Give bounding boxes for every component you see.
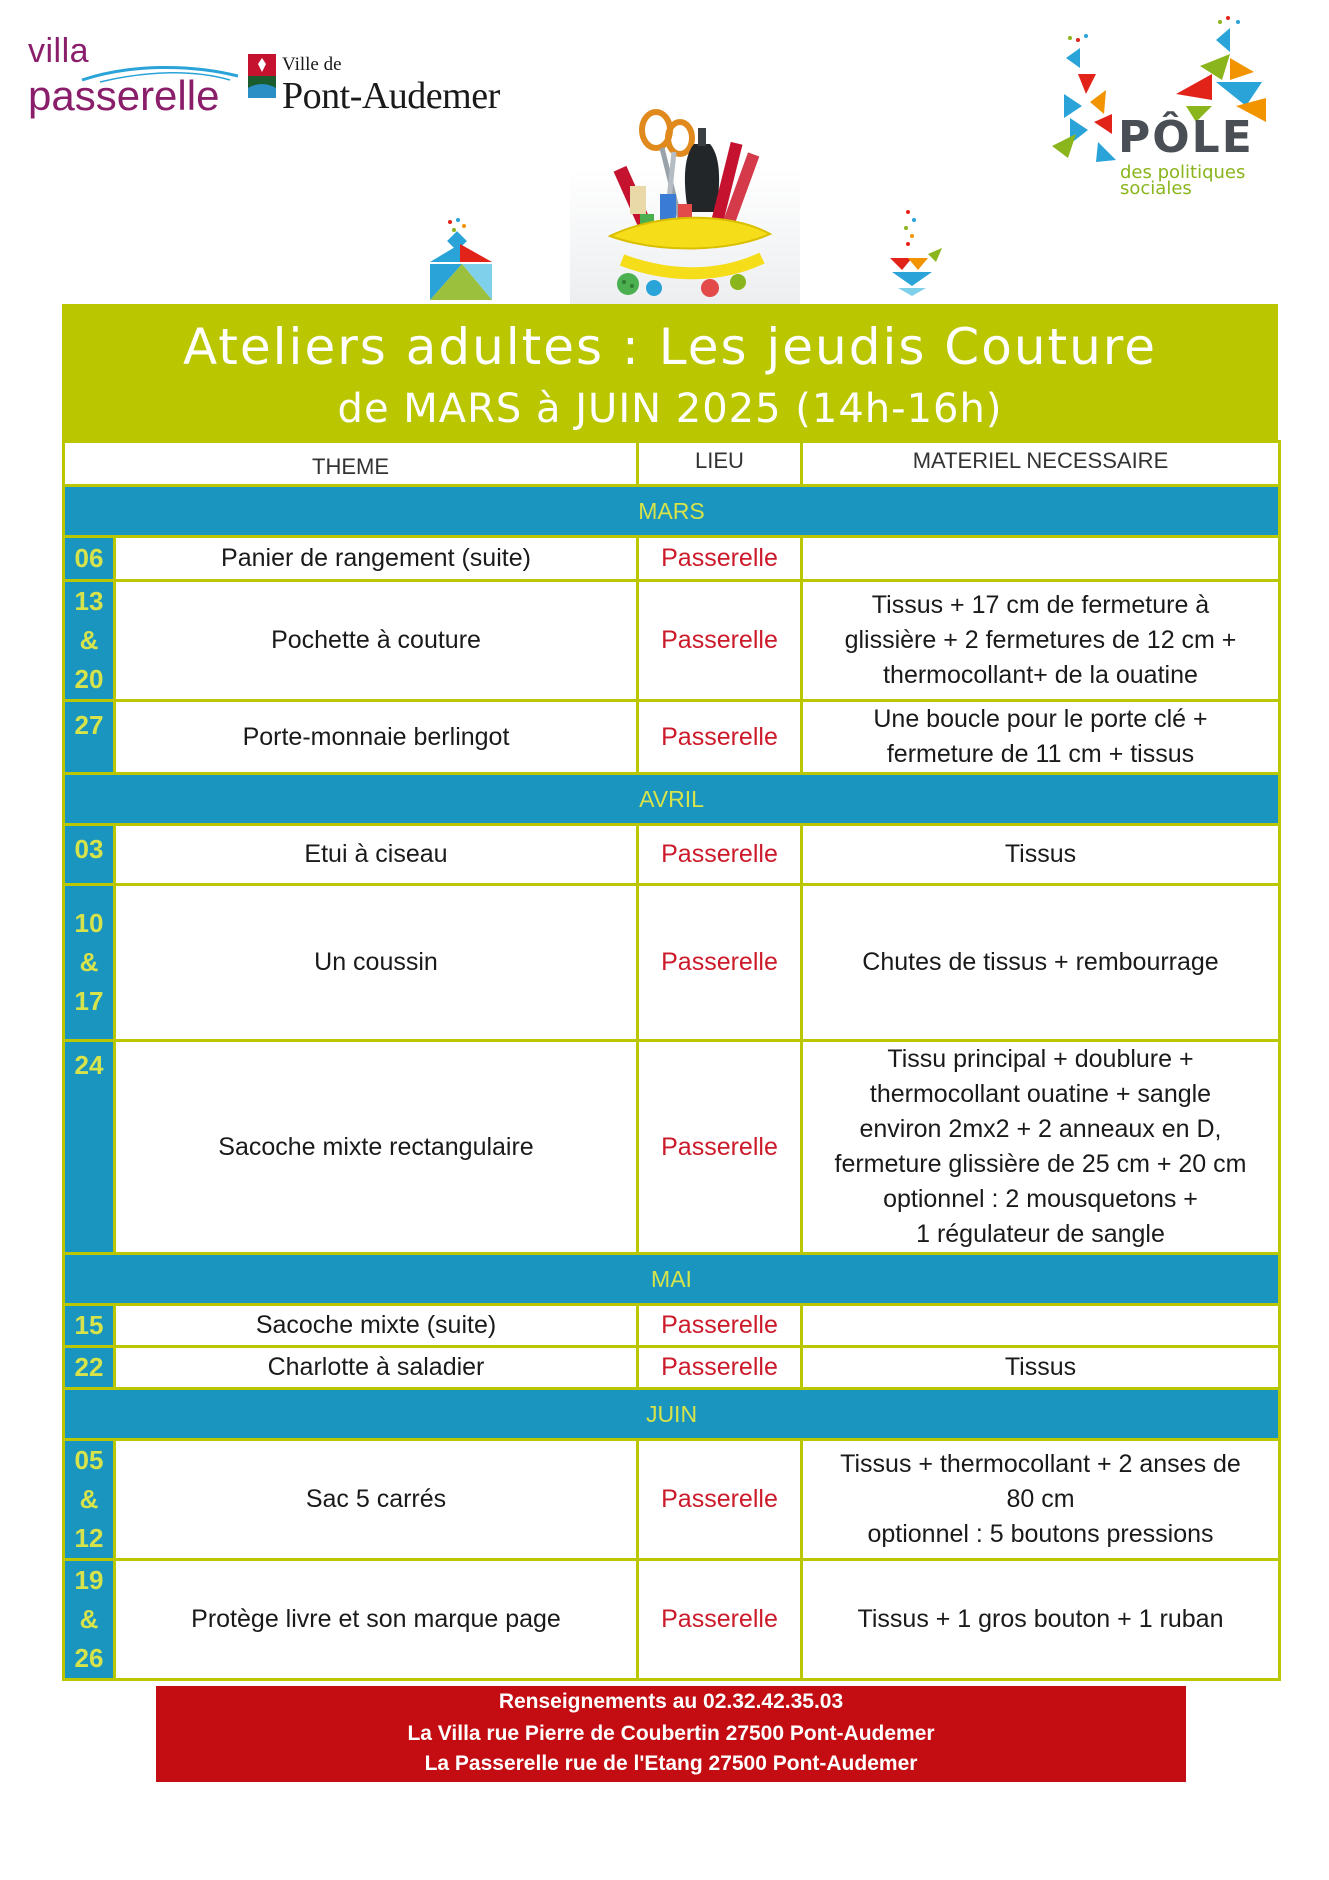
table-row: [64, 1041, 1280, 1254]
lieu-cell: Passerelle: [638, 1347, 802, 1389]
column-header-lieu: LIEU: [638, 442, 802, 486]
materiel-line: Tissu principal + doublure +: [887, 1045, 1194, 1073]
materiel-cell: [802, 1041, 1280, 1254]
month-label: MARS: [64, 486, 1280, 537]
day-value: 03: [74, 834, 104, 864]
day-value: 15: [74, 1310, 104, 1340]
materiel-cell: [802, 1347, 1280, 1389]
day-value: 10: [74, 908, 104, 938]
passerelle-logo-word: passerelle: [28, 72, 220, 119]
month-row: [64, 1389, 1280, 1440]
day-cell: [64, 1347, 115, 1389]
theme-cell: Un coussin: [115, 885, 638, 1041]
lieu-cell: Passerelle: [638, 1041, 802, 1254]
pont-audemer-logo: [246, 54, 546, 124]
materiel-line: environ 2mx2 + 2 anneaux en D,: [859, 1115, 1222, 1143]
schedule-table: [62, 440, 1281, 1681]
day-value: 17: [74, 986, 104, 1016]
day-value: 27: [74, 710, 104, 740]
materiel-cell: [802, 885, 1280, 1041]
day-value: 13: [74, 586, 104, 616]
theme-cell: Panier de rangement (suite): [115, 537, 638, 581]
materiel-line: Une boucle pour le porte clé +: [873, 705, 1208, 733]
month-row: [64, 486, 1280, 537]
table-row: [64, 1560, 1280, 1680]
footer-address-villa: La Villa rue Pierre de Coubertin 27500 Pont-Audemer: [407, 1722, 935, 1745]
theme-cell: Etui à ciseau: [115, 825, 638, 885]
table-header-row: [64, 442, 1280, 486]
day-value: &: [79, 947, 99, 977]
materiel-line: thermocollant+ de la ouatine: [883, 661, 1198, 689]
materiel-cell: [802, 1560, 1280, 1680]
day-cell: [64, 1041, 115, 1254]
day-cell: [64, 701, 115, 774]
day-cell: [64, 581, 115, 701]
contact-footer: [156, 1686, 1186, 1782]
page-subtitle: de MARS à JUIN 2025 (14h-16h): [337, 386, 1003, 432]
materiel-cell: [802, 825, 1280, 885]
title-banner: [62, 304, 1278, 440]
pole-subtitle-2: sociales: [1120, 178, 1192, 199]
page-title: Ateliers adultes : Les jeudis Couture: [182, 318, 1158, 376]
theme-cell: Sacoche mixte rectangulaire: [115, 1041, 638, 1254]
tangram-bowl-icon: [878, 206, 958, 296]
materiel-line: fermeture glissière de 25 cm + 20 cm: [834, 1150, 1247, 1178]
month-label: JUIN: [64, 1389, 1280, 1440]
day-value: &: [79, 625, 99, 655]
materiel-cell: [802, 581, 1280, 701]
villa-passerelle-logo: [28, 32, 228, 132]
month-row: [64, 1254, 1280, 1305]
day-value: &: [79, 1604, 99, 1634]
materiel-line: thermocollant ouatine + sangle: [869, 1080, 1212, 1108]
day-value: 05: [74, 1445, 104, 1475]
lieu-cell: Passerelle: [638, 1440, 802, 1560]
villa-logo-word: villa: [28, 32, 90, 70]
lieu-cell: Passerelle: [638, 581, 802, 701]
materiel-line: Tissus: [1004, 1353, 1077, 1381]
month-row: [64, 774, 1280, 825]
theme-cell: Porte-monnaie berlingot: [115, 701, 638, 774]
footer-address-passerelle: La Passerelle rue de l'Etang 27500 Pont-Audemer: [424, 1752, 918, 1775]
lieu-cell: Passerelle: [638, 1560, 802, 1680]
day-cell: [64, 825, 115, 885]
table-row: [64, 1305, 1280, 1347]
materiel-line: 1 régulateur de sangle: [916, 1220, 1165, 1248]
footer-phone: Renseignements au 02.32.42.35.03: [498, 1690, 844, 1713]
table-row: [64, 581, 1280, 701]
materiel-line: Tissus + 17 cm de fermeture à: [871, 591, 1210, 619]
materiel-line: Tissus: [1004, 840, 1077, 868]
lieu-cell: Passerelle: [638, 701, 802, 774]
day-value: 26: [74, 1643, 104, 1673]
ville-de-label: Ville de: [282, 54, 342, 75]
pont-audemer-emblem-icon: [246, 54, 278, 104]
materiel-cell: [802, 1305, 1280, 1347]
table-row: [64, 885, 1280, 1041]
pole-politiques-sociales-logo: [1016, 10, 1316, 210]
pole-title: PÔLE: [1118, 112, 1254, 163]
table-row: [64, 537, 1280, 581]
theme-cell: Sacoche mixte (suite): [115, 1305, 638, 1347]
day-cell: [64, 1560, 115, 1680]
day-value: 19: [74, 1565, 104, 1595]
day-value: 24: [74, 1050, 104, 1080]
lieu-cell: Passerelle: [638, 1305, 802, 1347]
column-header-theme: THEME: [64, 442, 638, 486]
day-value: 22: [74, 1352, 104, 1382]
table-row: [64, 1347, 1280, 1389]
materiel-line: Tissus + 1 gros bouton + 1 ruban: [857, 1605, 1224, 1633]
pole-subtitle-1: des politiques: [1120, 162, 1246, 183]
materiel-line: fermeture de 11 cm + tissus: [886, 740, 1195, 768]
month-label: MAI: [64, 1254, 1280, 1305]
theme-cell: Pochette à couture: [115, 581, 638, 701]
materiel-line: Chutes de tissus + rembourrage: [862, 948, 1219, 976]
theme-cell: Charlotte à saladier: [115, 1347, 638, 1389]
sewing-tools-image: [570, 108, 800, 304]
theme-cell: Protège livre et son marque page: [115, 1560, 638, 1680]
month-label: AVRIL: [64, 774, 1280, 825]
materiel-line: Tissus + thermocollant + 2 anses de: [840, 1450, 1241, 1478]
day-cell: [64, 1440, 115, 1560]
day-value: 06: [74, 543, 104, 573]
table-row: [64, 825, 1280, 885]
column-header-materiel: MATERIEL NECESSAIRE: [802, 442, 1280, 486]
day-cell: [64, 537, 115, 581]
materiel-cell: [802, 701, 1280, 774]
day-value: 20: [74, 664, 104, 694]
day-cell: [64, 885, 115, 1041]
materiel-line: 80 cm: [1006, 1485, 1075, 1513]
materiel-line: optionnel : 2 mousquetons +: [883, 1185, 1198, 1213]
theme-cell: Sac 5 carrés: [115, 1440, 638, 1560]
materiel-line: optionnel : 5 boutons pressions: [867, 1520, 1214, 1548]
materiel-cell: [802, 1440, 1280, 1560]
lieu-cell: Passerelle: [638, 825, 802, 885]
materiel-cell: [802, 537, 1280, 581]
pont-audemer-label: Pont-Audemer: [282, 75, 500, 117]
day-value: &: [79, 1484, 99, 1514]
schedule-table-body: [64, 442, 1280, 1680]
day-value: 12: [74, 1523, 104, 1553]
lieu-cell: Passerelle: [638, 537, 802, 581]
table-row: [64, 701, 1280, 774]
materiel-line: glissière + 2 fermetures de 12 cm +: [844, 626, 1237, 654]
lieu-cell: Passerelle: [638, 885, 802, 1041]
table-row: [64, 1440, 1280, 1560]
tangram-house-icon: [420, 216, 500, 302]
day-cell: [64, 1305, 115, 1347]
